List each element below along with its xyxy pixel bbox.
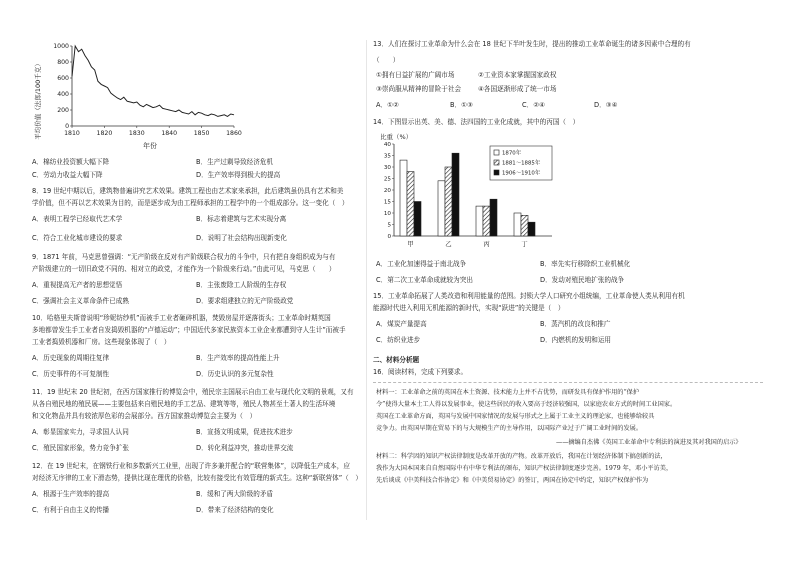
bar-chart-legend xyxy=(490,146,552,180)
q9-line-2: 产阶级建立的一切旧政党不同的、相对立的政党，才能作为一个阶级来行动。”由此可见，马克思（ ） xyxy=(32,265,336,273)
q15-line-2: 能源时代进入利用无机能源的新时代，实现“跃进”的关键是（ ） xyxy=(373,304,565,312)
legend-label-1906: 1906～1910年 xyxy=(502,170,541,177)
legend-swatch-1870 xyxy=(494,150,499,155)
line-chart-ytick-label: 800 xyxy=(57,59,69,66)
q10-option-a: A．历史现象的周期往复律 xyxy=(32,354,110,362)
line-chart-ytick-label: 1000 xyxy=(53,43,69,50)
q13-line-2: （ ） xyxy=(373,56,400,64)
line-chart-xtick-label: 1850 xyxy=(193,130,210,137)
bar-chart-category-labels xyxy=(407,240,528,248)
q12-option-c: C．有利于自由主义的传播 xyxy=(32,506,110,514)
bar-chart-category-甲: 甲 xyxy=(407,240,414,248)
line-chart-xlabel: 年份 xyxy=(143,142,157,150)
bar-丙-0 xyxy=(476,206,483,236)
bar-丁-0 xyxy=(514,213,521,236)
q8-option-d: D．说明了社会结构出现新变化 xyxy=(196,234,287,242)
q11-line-2: 从各自殖民地的殖民展——主要包括来自殖民地的手工艺品、建筑等等，殖民人物甚至土著人的生活环境 xyxy=(32,400,336,408)
q8-option-c: C．符合工业化城市建设的要求 xyxy=(32,234,123,242)
q7-option-b: B．生产过剩导致经济危机 xyxy=(196,158,274,166)
q13-option-c: C．②④ xyxy=(522,101,546,109)
q12-line-1: 12．在 19 世纪末，在钢铁行业和多数新兴工业里，出现了许多兼并配合的“联营集体”，以降低生产成本，应 xyxy=(32,462,350,470)
q11-option-b: B．宣扬文明成果，促进技术进步 xyxy=(196,428,293,436)
q12-line-2: 对经济无序律的工业下滑态势，提供比现在理优的价格，比较有接受比有效管理的新式生。这种“新联营体”（ ） xyxy=(32,474,362,482)
line-chart-xticks xyxy=(64,126,242,137)
bar-乙-0 xyxy=(438,181,445,236)
line-chart-xtick-label: 1820 xyxy=(96,130,113,137)
q8-option-a: A．表明工程学已经取代艺术学 xyxy=(32,215,123,223)
q12-option-d: D．带来了经济结构的变化 xyxy=(196,506,274,514)
line-chart-xtick-label: 1860 xyxy=(226,130,242,137)
line-chart-xtick-label: 1810 xyxy=(64,130,80,137)
bar-chart-ytick-label: 15 xyxy=(383,199,391,206)
q10-option-c: C．历史事件的不可复制性 xyxy=(32,370,110,378)
q16-stem: 16．阅读材料，完成下列要求。 xyxy=(373,368,468,376)
q10-line-2: 多地都曾发生手工业者自发捣毁机器的“卢德运动”；中国近代多家民族资本工业企业都遭到守人生计”而被手 xyxy=(32,326,346,334)
q13-item-2: ②工业资本家掌握国家政权 xyxy=(478,71,557,79)
line-chart-series xyxy=(72,46,234,116)
q9-option-d: D．要求组建独立的无产阶级政党 xyxy=(196,297,294,305)
q13-option-b: B．①③ xyxy=(450,101,473,109)
bar-chart-ylabel: 比重（%） xyxy=(380,133,413,141)
material1-line-1: 材料一：工业革命之前的英国在本土资源、技术能力上并不占优势，而研发具有保护作用的“保护 xyxy=(376,389,640,396)
bar-chart-ytick-label: 30 xyxy=(383,165,391,171)
bar-甲-0 xyxy=(400,160,407,236)
q8-option-b: B．标志着建筑与艺术实现分离 xyxy=(196,215,287,223)
bar-丙-1 xyxy=(483,206,490,236)
q13-item-1: ①拥有日益扩展的广阔市场 xyxy=(376,71,455,79)
q11-option-d: D．转化利益冲突，推动世界交流 xyxy=(196,444,294,452)
q12-option-a: A．根源于生产效率的提高 xyxy=(32,490,110,498)
q10-option-b: B．生产效率的提高性能上升 xyxy=(196,354,280,362)
q15-option-d: D．内燃机的发明和运用 xyxy=(540,336,612,344)
q13-option-d: D．③④ xyxy=(594,101,618,109)
legend-label-1881: 1881～1885年 xyxy=(502,160,541,167)
q9-option-c: C．强调社会主义革命条件已成熟 xyxy=(32,297,129,305)
q13-option-a: A．①② xyxy=(376,101,399,109)
bar-丙-2 xyxy=(490,199,497,236)
bar-chart-ytick-label: 25 xyxy=(383,176,391,183)
q9-option-b: B．主张废除工人阶级的生存权 xyxy=(196,281,287,289)
line-chart-ylabel: 平均价值（法郎/100千克） xyxy=(34,60,42,140)
bar-乙-2 xyxy=(452,153,459,236)
q11-line-3: 和文化物品并具有较浓厚色彩的会展部分。西方国家推动博览会主要为（ ） xyxy=(32,412,257,420)
q14-option-b: B．率先实行移除织工业机械化 xyxy=(540,260,631,268)
bar-chart-category-丁: 丁 xyxy=(521,240,528,248)
line-chart-xtick-label: 1830 xyxy=(128,130,145,137)
material2-line-1: 材料二：科学因的知识产权法律制度是改革开放的产物。改革开放后，我国在计划经济体制下搞创新的法， xyxy=(376,453,667,460)
line-chart-yticks xyxy=(53,43,72,130)
legend-swatch-1906 xyxy=(494,170,499,175)
q8-line-1: 8．19 世纪中期以后，建筑物普遍讲究艺术效果。建筑工程也由艺术家来承担，此后建筑虽仍具有艺术和美 xyxy=(32,187,344,195)
q14-stem: 14．下图显示出英、美、德、法四国的工业化成就，其中的丙国（ ） xyxy=(373,118,580,126)
q10-line-3: 工业者捣毁机器和厂房。这些现象体现了（ ） xyxy=(32,338,171,346)
bar-甲-1 xyxy=(407,172,414,236)
price-line-chart xyxy=(28,36,248,154)
bar-chart-ytick-label: 10 xyxy=(383,211,391,217)
section-two-heading: 二、材料分析题 xyxy=(373,356,420,364)
q15-option-a: A．煤炭产量提高 xyxy=(376,320,427,328)
q10-option-d: D．历史认识的多元复杂性 xyxy=(196,370,274,378)
q8-line-2: 学价值，但不再以艺术效果为目的，而是逐步成为由工程师承担的工程学中的一个组成部分。这一变化（ ） xyxy=(32,199,349,207)
line-chart-ytick-label: 400 xyxy=(57,91,69,98)
material1-line-3: 英国在工业革命方面，英国与发展中国家情况的发展与形式之上属于工业主义的理论家，也能够给较具 xyxy=(376,413,655,420)
bar-chart-ytick-label: 20 xyxy=(383,188,391,194)
material1-line-2: 令”使得大量本土工人得以发展事业，使这些居民的收入要高于经济较强国，以家庭农业方式的时间工业国家。 xyxy=(376,401,677,408)
bar-chart-ytick-label: 0 xyxy=(387,234,391,240)
q7-option-c: C．劳动力收益大幅下降 xyxy=(32,171,103,179)
line-chart-ytick-label: 600 xyxy=(57,75,69,82)
material-top-rule xyxy=(373,382,763,383)
q14-option-d: D．发动对殖民地扩张的战争 xyxy=(540,276,625,284)
q15-option-c: C．纺织业进步 xyxy=(376,336,421,344)
q7-option-a: A．棉纺业投资额大幅下降 xyxy=(32,158,110,166)
q9-line-1: 9．1871 年前，马克思曾强调：“无产阶级在反对有产阶级联合权力的斗争中，只有把自身组织成为与有 xyxy=(32,253,336,261)
material1-line-4: 竞争力。由英国早期在贸易下的与大规模生产的主导作用，以国际产业过于广阔工业时间的发展。 xyxy=(376,425,643,432)
material2-line-3: 先后谈成《中美科技合作协定》和《中美贸易协定》的签订，两国在协定中约定，知识产权保护作为 xyxy=(376,477,649,484)
bar-chart-ytick-label: 35 xyxy=(383,153,391,160)
bar-chart-category-丙: 丙 xyxy=(483,240,490,248)
bar-chart-ytick-label: 40 xyxy=(383,142,391,148)
q13-item-3: ③崇尚服从精神的冒险于社会 xyxy=(376,85,462,93)
line-chart-ytick-label: 200 xyxy=(57,107,69,114)
bar-丁-1 xyxy=(521,215,528,236)
line-chart-xtick-label: 1840 xyxy=(161,130,178,137)
q15-option-b: B．蒸汽机的改良和推广 xyxy=(540,320,611,328)
bar-甲-2 xyxy=(414,202,421,237)
material1-source: ——摘编自杰佛《英国工业革命中专利法的演进及其对我国的启示》 xyxy=(556,439,742,446)
material2-line-2: 我作为大国本国来自自然国际中有中华专利法的颁布，知识产权法律制度逐步完善。1979 年，邓小平访美， xyxy=(376,465,673,472)
q9-option-a: A．重视提高无产者的思想觉悟 xyxy=(32,281,123,289)
bar-丁-2 xyxy=(528,222,535,236)
q13-line-1: 13．人们在探讨工业革命为什么会在 18 世纪下半叶发生时，提出的推动工业革命诞生的诸多因素中合理的有 xyxy=(373,40,691,48)
column-divider xyxy=(366,40,367,520)
q7-option-d: D．生产效率得到极大的提高 xyxy=(196,171,281,179)
q13-item-4: ④各国逐渐形成了统一市场 xyxy=(478,85,557,93)
q14-option-c: C．第二次工业革命成就较为突出 xyxy=(376,276,473,284)
bar-chart-ytick-label: 5 xyxy=(387,222,391,229)
q11-option-c: C．殖民国家形象，势力竞争扩张 xyxy=(32,444,129,452)
q14-option-a: A．工业化加速得益于南北战争 xyxy=(376,260,467,268)
q11-option-a: A．彰显国家实力，寻求国人认同 xyxy=(32,428,129,436)
bar-chart-category-乙: 乙 xyxy=(445,240,452,248)
q11-line-1: 11．19 世纪末 20 世纪初，在西方国家推行的博览会中，殖民宗主国展示自由工业与现代化文明的景观，又有 xyxy=(32,388,354,396)
legend-label-1870: 1870年 xyxy=(502,150,522,157)
bar-chart-yticks xyxy=(384,142,394,240)
bar-乙-1 xyxy=(445,167,452,236)
q10-line-1: 10．哈格里夫斯曾说明“珍妮纺纱机”而被手工业者砸碎机器，焚毁房屋并逐落街头；工业革命时期英国 xyxy=(32,314,331,322)
industrialization-bar-chart xyxy=(370,130,560,254)
q15-line-1: 15．工业革命拓展了人类改造和利用能量的范围。封锁大学人口研究小组统编，工业革命使人类从利用有机 xyxy=(373,292,685,300)
q12-option-b: B．缓和了两大阶级的矛盾 xyxy=(196,490,274,498)
line-chart-ytick-label: 0 xyxy=(65,123,69,130)
legend-swatch-1881 xyxy=(494,160,499,165)
